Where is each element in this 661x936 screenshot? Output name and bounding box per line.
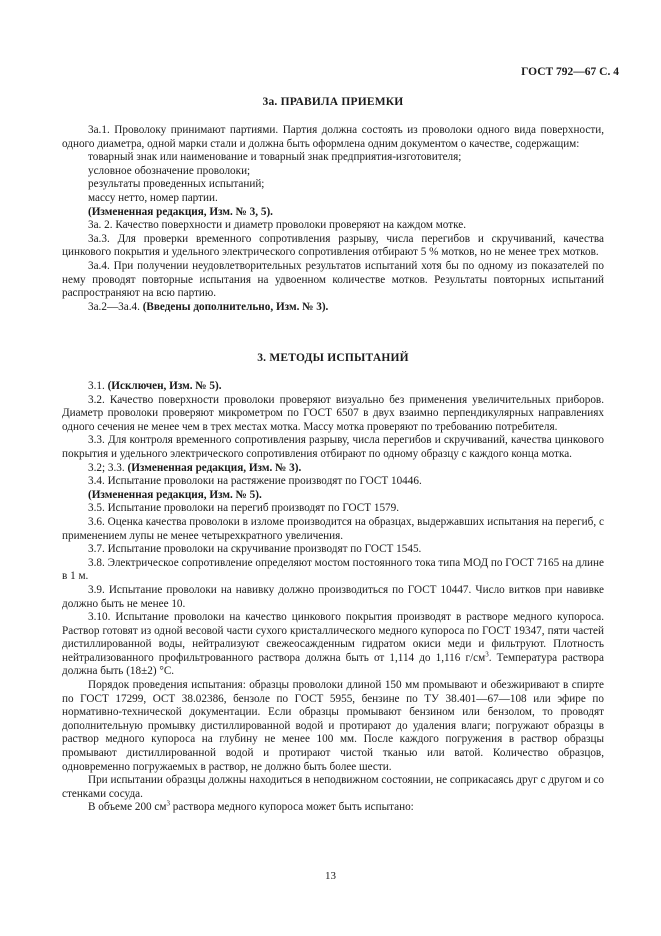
paragraph-3-10-text: 3.10. Испытание проволоки на качество цинкового покрытия производят в растворе медного купороса. Раствор готовят из одной весовой части сухого кристаллического медного купороса по ГОСТ 19347, пяти частей дистиллированной воды, нейтрализуют свежеосажденным гидратом окиси меди и фильтруют. Плотность нейтрализованного профильтрованного раствора должна быть от 1,114 до 1,116 г/см xyxy=(62,611,604,664)
paragraph-sample-position: При испытании образцы должны находиться в неподвижном состоянии, не соприкасаясь друг с другом и со стенками сосуда. xyxy=(62,774,604,800)
list-item: условное обозначение проволоки; xyxy=(88,164,251,177)
paragraph-3-10-end: . Температура раствора должна быть (18±2) °С. xyxy=(62,651,604,678)
section-3 xyxy=(62,352,604,366)
paragraph-3-5: 3.5. Испытание проволоки на перегиб производят по ГОСТ 1579. xyxy=(88,502,400,515)
section-3a-body xyxy=(62,124,604,314)
amendment-note: (Исключен, Изм. № 5). xyxy=(107,380,222,392)
paragraph-3a2-3a4-note xyxy=(62,301,604,315)
paragraph-3-2-3-3-note xyxy=(62,462,604,476)
paragraph-3a1: 3а.1. Проволоку принимают партиями. Партия должна состоять из проволоки одного вида поверхности, одного диаметра, одной марки стали и должна быть оформлена одним документом о качестве, содержащим: xyxy=(62,124,604,150)
paragraph-3a4: 3а.4. При получении неудовлетворительных результатов испытаний хотя бы по одному из показателей по нему проводят повторные испытания на удвоенном количестве мотков. Результаты повторных испытаний распространяют на всю партию. xyxy=(62,259,604,300)
superscript: 3 xyxy=(166,799,170,808)
paragraph-3a3: 3а.3. Для проверки временного сопротивления разрыву, числа перегибов и скручиваний, качества цинкового покрытия и удельного электрического сопротивления отбирают 5 % мотков, но не менее трех мотков. xyxy=(62,232,604,259)
list-item: результаты проведенных испытаний; xyxy=(88,178,265,191)
list-item: товарный знак или наименование и товарный знак предприятия-изготовителя; xyxy=(88,151,462,164)
document-header: ГОСТ 792—67 С. 4 xyxy=(521,66,619,78)
amendment-note: (Измененная редакция, Изм. № 3). xyxy=(127,461,302,474)
paragraph-3-9: 3.9. Испытание проволоки на навивку должно производиться по ГОСТ 10447. Число витков при навивке должно быть не менее 10. xyxy=(62,583,604,610)
paragraph-3-6: 3.6. Оценка качества проволоки в изломе производится на образцах, выдержавших испытания на перегиб, с применением лупы не менее четырехкратного увеличения. xyxy=(62,515,604,542)
paragraph-3-7: 3.7. Испытание проволоки на скручивание производят по ГОСТ 1545. xyxy=(88,543,422,556)
section-3-body xyxy=(62,380,604,815)
amendment-note: (Измененная редакция, Изм. № 5). xyxy=(88,488,262,501)
paragraph-test-procedure: Порядок проведения испытания: образцы проволоки длиной 150 мм промывают и обезжиривают в спирте по ГОСТ 17299, ОСТ 38.02386, бензоле по ГОСТ 5955, бензине по ТУ 38.401—67—108 или эфире по нормативно-технической документации. Если образцы промывают бензином или бензолом, то проводят дополнительную промывку дистиллированной водой и протирают до удаления влаги; погружают образцы в раствор медного купороса на глубину не менее 100 мм. После каждого погружения в раствор образцы промывают дистиллированной водой и протирают чистой тканью или ватой. Количество образцов, одновременно погружаемых в раствор, не должно быть более шести. xyxy=(62,679,604,773)
amendment-note: (Измененная редакция, Изм. № 3, 5). xyxy=(88,205,273,218)
section-3-title: 3. МЕТОДЫ ИСПЫТАНИЙ xyxy=(257,352,409,364)
paragraph-3-3: 3.3. Для контроля временного сопротивления разрыву, числа перегибов и скручиваний, качества цинкового покрытия и удельного электрического сопротивления отбирают по одному образцу с каждого конца мотка. xyxy=(62,434,604,460)
list-item: массу нетто, номер партии. xyxy=(88,191,218,204)
amendment-note: (Введены дополнительно, Изм. № 3). xyxy=(142,300,329,313)
paragraph-3-8: 3.8. Электрическое сопротивление определяют мостом постоянного тока типа МОД по ГОСТ 7165 на длине в 1 м. xyxy=(62,556,604,583)
page-number: 13 xyxy=(325,870,336,882)
volume-text-end: раствора медного купороса может быть испытано: xyxy=(169,801,414,814)
paragraph-3-4: 3.4. Испытание проволоки на растяжение производят по ГОСТ 10446. xyxy=(88,475,422,488)
volume-text: В объеме 200 см xyxy=(88,801,167,814)
paragraph-3-1 xyxy=(62,380,604,394)
note-lead: 3.2; 3.3. xyxy=(88,461,128,474)
section-3a-title: 3а. ПРАВИЛА ПРИЕМКИ xyxy=(262,96,404,108)
paragraph-3a2: 3а. 2. Качество поверхности и диаметр проволоки проверяют на каждом мотке. xyxy=(88,219,467,232)
note-lead: 3а.2—3а.4. xyxy=(88,300,143,313)
superscript: 3 xyxy=(485,650,489,659)
section-3a xyxy=(62,96,604,110)
paragraph-3-10 xyxy=(62,611,604,679)
paragraph-3-2: 3.2. Качество поверхности проволоки проверяют визуально без применения увеличительных приборов. Диаметр проволоки проверяют микрометром по ГОСТ 6507 в двух взаимно перпендикулярных направлениях одного сечения не менее чем в трех местах мотка. Массу мотка проверяют по требованию потребителя. xyxy=(62,393,604,433)
note-lead: 3.1. xyxy=(88,380,108,392)
paragraph-solution-volume xyxy=(62,801,604,815)
